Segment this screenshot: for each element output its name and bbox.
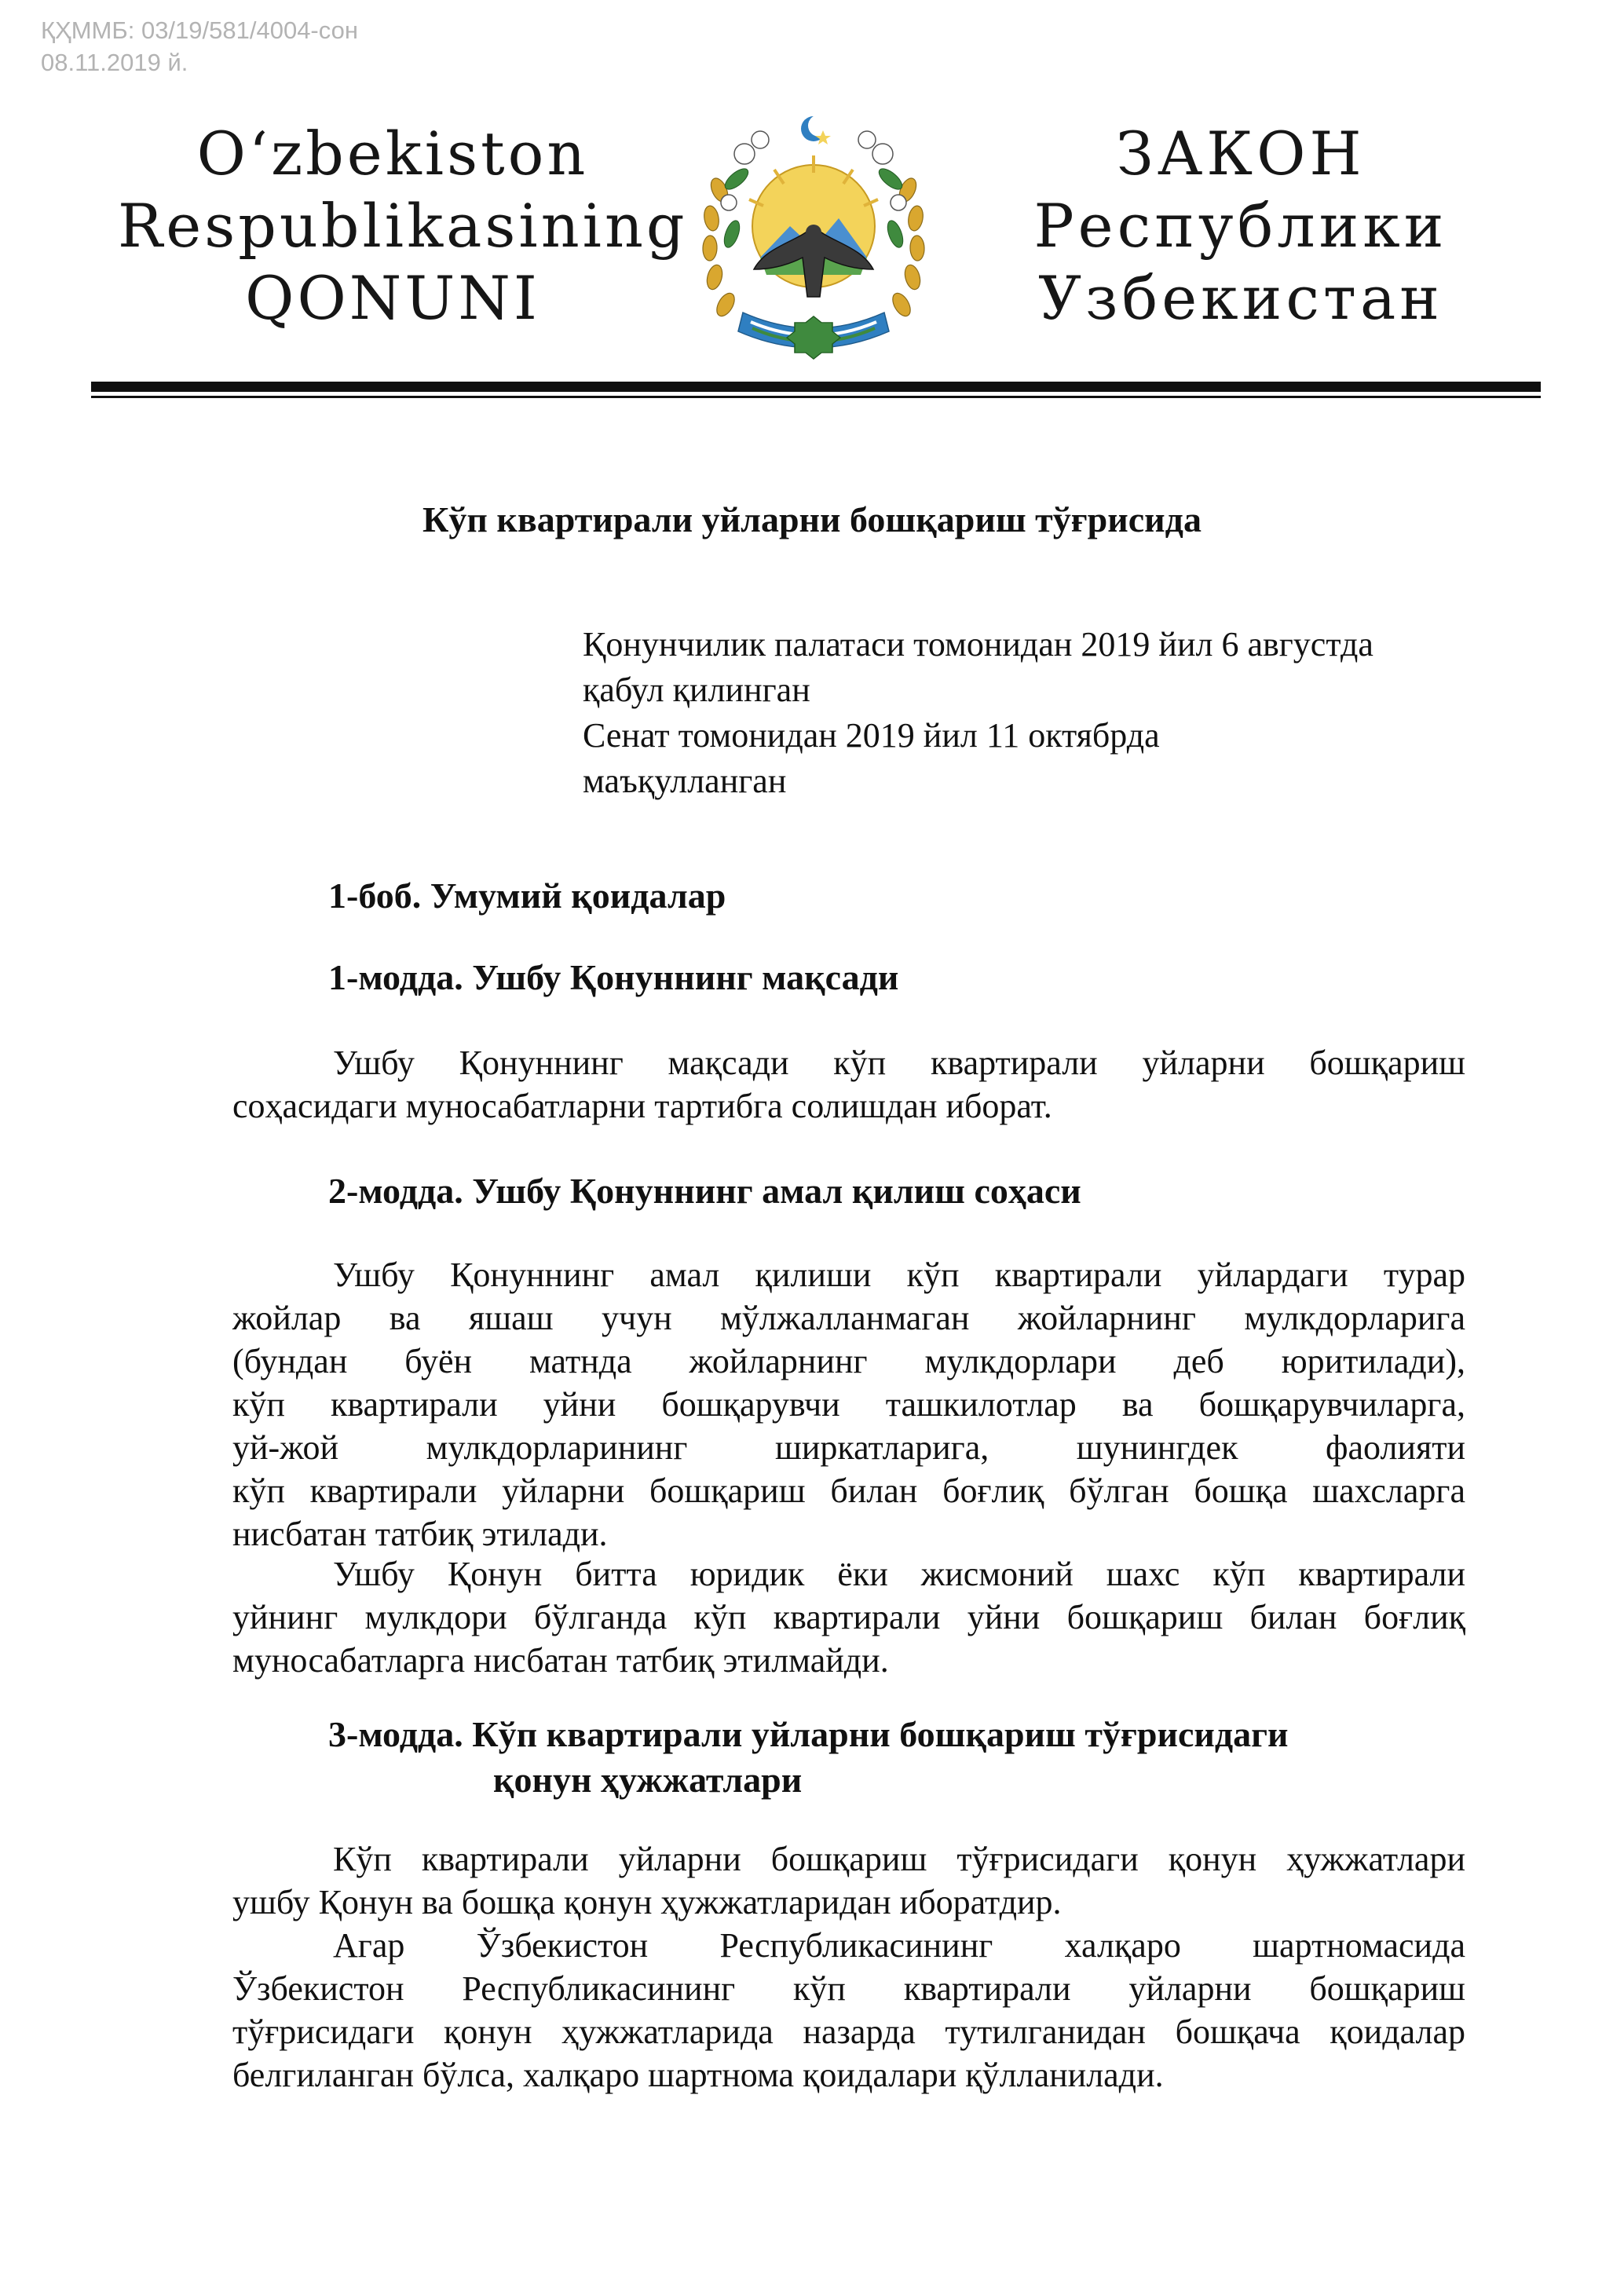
- text-line: Кўп квартирали уйларни бошқариш тўғрисидаги қонун ҳужжатлари: [333, 1840, 1465, 1878]
- text-line: (бундан буён матнда жойларнинг мулкдорлари деб юритилади),: [232, 1342, 1465, 1380]
- text-line: кўп квартирали уйларни бошқариш билан боғлиқ бўлган бошқа шахсларга: [232, 1472, 1465, 1510]
- text-line: ушбу Қонун ва бошқа қонун ҳужжатларидан иборатдир.: [232, 1883, 1062, 1921]
- article-heading-line: қонун ҳужжатлари: [493, 1760, 803, 1800]
- article-paragraph: [232, 1253, 1465, 1556]
- header-russian-line: ЗАКОН: [1116, 119, 1366, 188]
- header-uzbek-line: QONUNI: [245, 263, 540, 333]
- adoption-line: Сенат томонидан 2019 йил 11 октябрда: [583, 716, 1160, 755]
- text-line: Ушбу Қонун битта юридик ёки жисмоний шахс кўп квартирали: [333, 1555, 1465, 1593]
- header-divider-thin: [91, 396, 1541, 398]
- state-emblem-icon: [688, 108, 939, 379]
- chapter-heading: 1-боб. Умумий қоидалар: [328, 876, 726, 916]
- text-line: уйнинг мулкдори бўлганда кўп квартирали уйни бошқариш билан боғлиқ: [232, 1598, 1465, 1636]
- text-line: Ушбу Қонуннинг мақсади кўп квартирали уйларни бошқариш: [333, 1044, 1465, 1082]
- article-heading-line: 3-модда. Кўп квартирали уйларни бошқариш тўғрисидаги: [328, 1714, 1289, 1754]
- text-line: тўғрисидаги қонун ҳужжатларида назарда тутилганидан бошқача қоидалар: [232, 2013, 1465, 2051]
- header-divider: [91, 382, 1541, 392]
- adoption-line: маъқулланган: [583, 762, 787, 800]
- header-russian-line: Республики: [1033, 191, 1448, 261]
- header-uzbek-line: O‘zbekiston: [196, 119, 589, 188]
- text-line: соҳасидаги муносабатларни тартибга солишдан иборат.: [232, 1087, 1052, 1125]
- header-russian-line: Узбекистан: [1038, 263, 1443, 333]
- registration-number: ҚҲММБ: 03/19/581/4004-сон: [41, 16, 358, 44]
- article-paragraph: [232, 1837, 1465, 1924]
- text-line: муносабатларга нисбатан татбиқ этилмайди.: [232, 1641, 889, 1680]
- text-line: жойлар ва яшаш учун мўлжалланмаган жойларнинг мулкдорларига: [232, 1299, 1465, 1337]
- article-paragraph: [232, 1552, 1465, 1682]
- registration-date: 08.11.2019 й.: [41, 49, 188, 76]
- text-line: Агар Ўзбекистон Республикасининг халқаро шартномасида: [333, 1926, 1465, 1965]
- header-uzbek: [118, 118, 688, 335]
- text-line: кўп квартирали уйни бошқарувчи ташкилотлар ва бошқарувчиларга,: [232, 1385, 1465, 1424]
- text-line: Ўзбекистон Республикасининг кўп квартирали уйларни бошқариш: [232, 1969, 1465, 2008]
- header-uzbek-line: Respublikasining: [118, 191, 688, 261]
- article-heading: [328, 1712, 1289, 1803]
- law-title: Кўп квартирали уйларни бошқариш тўғрисида: [422, 499, 1202, 539]
- text-line: нисбатан татбиқ этилади.: [232, 1515, 608, 1553]
- adoption-line: Қонунчилик палатаси томонидан 2019 йил 6 августда: [583, 625, 1373, 664]
- header-russian: [1021, 118, 1461, 335]
- article-heading: 2-модда. Ушбу Қонуннинг амал қилиш соҳаси: [328, 1171, 1081, 1211]
- text-line: уй-жой мулкдорларининг ширкатларига, шунингдек фаолияти: [232, 1428, 1465, 1467]
- registration-stamp: [41, 14, 358, 79]
- article-heading: 1-модда. Ушбу Қонуннинг мақсади: [328, 957, 899, 997]
- adoption-info: [583, 622, 1373, 804]
- text-line: Ушбу Қонуннинг амал қилиши кўп квартирали уйлардаги турар: [333, 1256, 1465, 1294]
- adoption-line: қабул қилинган: [583, 671, 810, 709]
- article-paragraph: [232, 1924, 1465, 2097]
- text-line: белгиланган бўлса, халқаро шартнома қоидалари қўлланилади.: [232, 2056, 1164, 2094]
- article-paragraph: [232, 1041, 1465, 1128]
